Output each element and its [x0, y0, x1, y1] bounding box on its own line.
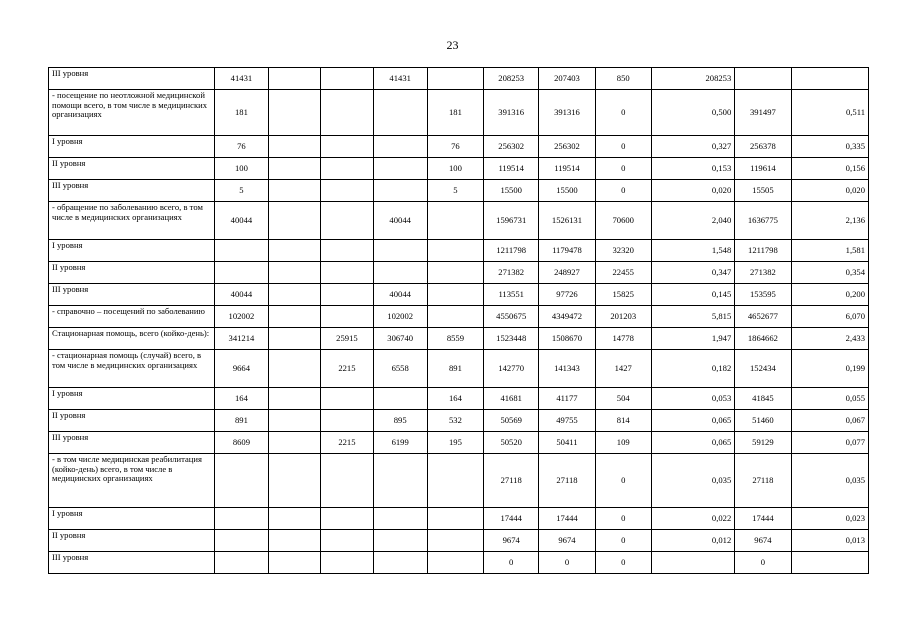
- row-label: - обращение по заболеванию всего, в том числе в медицинских организациях: [49, 202, 215, 240]
- table-cell: 256302: [484, 136, 539, 158]
- table-cell: 0,182: [651, 350, 734, 388]
- table-cell: [373, 90, 427, 136]
- table-cell: 41681: [484, 388, 539, 410]
- row-label: - в том числе медицинская реабилитация (койко-день) всего, в том числе в медицинских организациях: [49, 454, 215, 508]
- table-cell: 6199: [373, 432, 427, 454]
- table-cell: 25915: [321, 328, 373, 350]
- table-cell: 41431: [373, 68, 427, 90]
- table-cell: [269, 202, 321, 240]
- table-row: [49, 552, 869, 574]
- table-cell: 0: [735, 552, 791, 574]
- table-cell: 15505: [735, 180, 791, 202]
- table-cell: 2215: [321, 350, 373, 388]
- table-cell: 1211798: [484, 240, 539, 262]
- table-cell: 271382: [735, 262, 791, 284]
- table-cell: 1523448: [484, 328, 539, 350]
- table-cell: 181: [427, 90, 483, 136]
- table-cell: 814: [595, 410, 651, 432]
- table-cell: 5: [214, 180, 268, 202]
- table-cell: [427, 454, 483, 508]
- table-cell: [269, 508, 321, 530]
- table-cell: 1864662: [735, 328, 791, 350]
- table-cell: [214, 530, 268, 552]
- table-cell: 59129: [735, 432, 791, 454]
- table-cell: [214, 552, 268, 574]
- table-cell: [214, 454, 268, 508]
- table-cell: [321, 202, 373, 240]
- table-cell: 40044: [214, 284, 268, 306]
- table-cell: 119514: [539, 158, 595, 180]
- table-cell: [321, 306, 373, 328]
- table-cell: 14778: [595, 328, 651, 350]
- table-cell: 164: [427, 388, 483, 410]
- table-cell: 50520: [484, 432, 539, 454]
- table-cell: 4550675: [484, 306, 539, 328]
- table-cell: 1596731: [484, 202, 539, 240]
- row-label: I уровня: [49, 388, 215, 410]
- table-cell: [214, 240, 268, 262]
- table-cell: 0,022: [651, 508, 734, 530]
- row-label: Стационарная помощь, всего (койко-день):: [49, 328, 215, 350]
- table-cell: 208253: [484, 68, 539, 90]
- table-cell: [269, 306, 321, 328]
- table-cell: 6558: [373, 350, 427, 388]
- table-cell: 0,053: [651, 388, 734, 410]
- table-cell: [321, 90, 373, 136]
- table-cell: 850: [595, 68, 651, 90]
- table-cell: [269, 350, 321, 388]
- table-cell: 0,035: [791, 454, 868, 508]
- table-cell: [791, 552, 868, 574]
- table-cell: 50411: [539, 432, 595, 454]
- table-cell: 0: [595, 90, 651, 136]
- table-cell: 0,020: [791, 180, 868, 202]
- row-label: - посещение по неотложной медицинской помощи всего, в том числе в медицинских организациях: [49, 90, 215, 136]
- table-row: [49, 432, 869, 454]
- row-label: I уровня: [49, 136, 215, 158]
- table-cell: 0,511: [791, 90, 868, 136]
- row-label: III уровня: [49, 432, 215, 454]
- table-row: [49, 388, 869, 410]
- table-cell: 153595: [735, 284, 791, 306]
- table-cell: 391316: [484, 90, 539, 136]
- table-cell: 15500: [484, 180, 539, 202]
- table-cell: [321, 136, 373, 158]
- table-cell: [373, 136, 427, 158]
- table-row: [49, 328, 869, 350]
- table-cell: [427, 306, 483, 328]
- table-cell: [321, 284, 373, 306]
- table-cell: 391497: [735, 90, 791, 136]
- table-cell: 5,815: [651, 306, 734, 328]
- table-cell: 40044: [373, 202, 427, 240]
- table-cell: 1,947: [651, 328, 734, 350]
- table-cell: 0: [595, 530, 651, 552]
- row-label: III уровня: [49, 180, 215, 202]
- table-cell: 102002: [214, 306, 268, 328]
- table-row: [49, 262, 869, 284]
- table-row: [49, 136, 869, 158]
- table-cell: 0,327: [651, 136, 734, 158]
- table-cell: [321, 68, 373, 90]
- table-cell: 152434: [735, 350, 791, 388]
- table-cell: 141343: [539, 350, 595, 388]
- table-cell: 2,433: [791, 328, 868, 350]
- table-cell: [321, 552, 373, 574]
- table-cell: [373, 180, 427, 202]
- table-cell: 0: [595, 508, 651, 530]
- table-cell: [373, 508, 427, 530]
- table-cell: 0,067: [791, 410, 868, 432]
- table-cell: 50569: [484, 410, 539, 432]
- table-cell: [427, 202, 483, 240]
- table-cell: 4652677: [735, 306, 791, 328]
- table-cell: [269, 552, 321, 574]
- table-cell: [321, 240, 373, 262]
- table-cell: 41845: [735, 388, 791, 410]
- table-cell: [269, 454, 321, 508]
- row-label: - справочно – посещений по заболеванию: [49, 306, 215, 328]
- table-cell: [214, 508, 268, 530]
- table-cell: [373, 552, 427, 574]
- table-cell: [427, 262, 483, 284]
- table-cell: 2,136: [791, 202, 868, 240]
- table-cell: 271382: [484, 262, 539, 284]
- table-cell: 119514: [484, 158, 539, 180]
- table-row: [49, 158, 869, 180]
- table-cell: [427, 552, 483, 574]
- table-cell: 17444: [539, 508, 595, 530]
- table-cell: 100: [427, 158, 483, 180]
- table-cell: 532: [427, 410, 483, 432]
- table-cell: 1427: [595, 350, 651, 388]
- table-cell: [214, 262, 268, 284]
- table-row: [49, 530, 869, 552]
- table-cell: 0: [595, 136, 651, 158]
- table-cell: 201203: [595, 306, 651, 328]
- row-label: II уровня: [49, 158, 215, 180]
- table-cell: 27118: [484, 454, 539, 508]
- table-cell: 391316: [539, 90, 595, 136]
- table-cell: 0,077: [791, 432, 868, 454]
- row-label: II уровня: [49, 530, 215, 552]
- table-cell: [321, 508, 373, 530]
- table-cell: 504: [595, 388, 651, 410]
- table-cell: 0: [595, 454, 651, 508]
- table-cell: 164: [214, 388, 268, 410]
- table-cell: 9674: [539, 530, 595, 552]
- table-cell: 15500: [539, 180, 595, 202]
- table-row: [49, 306, 869, 328]
- table-cell: 100: [214, 158, 268, 180]
- table-cell: 0,065: [651, 432, 734, 454]
- table-cell: [269, 136, 321, 158]
- table-cell: [269, 410, 321, 432]
- table-cell: [321, 180, 373, 202]
- table-row: [49, 410, 869, 432]
- table-cell: [321, 530, 373, 552]
- table-cell: 27118: [539, 454, 595, 508]
- table-cell: 70600: [595, 202, 651, 240]
- table-cell: [321, 410, 373, 432]
- table-cell: 22455: [595, 262, 651, 284]
- table-cell: [427, 284, 483, 306]
- table-cell: [321, 262, 373, 284]
- table-cell: 97726: [539, 284, 595, 306]
- table-row: [49, 180, 869, 202]
- table-cell: [269, 284, 321, 306]
- table-cell: 49755: [539, 410, 595, 432]
- table-cell: [427, 68, 483, 90]
- table-cell: [735, 68, 791, 90]
- table-cell: 248927: [539, 262, 595, 284]
- table-cell: 0,347: [651, 262, 734, 284]
- page-number: 23: [446, 38, 459, 52]
- table-row: [49, 508, 869, 530]
- table-cell: 0,013: [791, 530, 868, 552]
- table-row: [49, 284, 869, 306]
- table-cell: 8559: [427, 328, 483, 350]
- table-cell: 6,070: [791, 306, 868, 328]
- table-cell: 0: [595, 552, 651, 574]
- table-cell: 41177: [539, 388, 595, 410]
- table-cell: 2215: [321, 432, 373, 454]
- table-cell: 0,012: [651, 530, 734, 552]
- table-cell: 40044: [214, 202, 268, 240]
- table-cell: 1526131: [539, 202, 595, 240]
- table-cell: 51460: [735, 410, 791, 432]
- table-cell: [373, 530, 427, 552]
- table-row: [49, 68, 869, 90]
- table-cell: 9674: [484, 530, 539, 552]
- table-cell: [269, 262, 321, 284]
- table-cell: [269, 90, 321, 136]
- table-cell: [427, 240, 483, 262]
- table-cell: 102002: [373, 306, 427, 328]
- table-cell: 0,065: [651, 410, 734, 432]
- table-cell: [373, 240, 427, 262]
- table-cell: 32320: [595, 240, 651, 262]
- row-label: III уровня: [49, 68, 215, 90]
- table-cell: 891: [214, 410, 268, 432]
- table-cell: 1636775: [735, 202, 791, 240]
- table-cell: 2,040: [651, 202, 734, 240]
- table-cell: [269, 328, 321, 350]
- table-cell: [269, 158, 321, 180]
- table-cell: [373, 262, 427, 284]
- table-cell: 0,145: [651, 284, 734, 306]
- table-cell: 207403: [539, 68, 595, 90]
- table-cell: [373, 388, 427, 410]
- table-cell: 9664: [214, 350, 268, 388]
- table-cell: [321, 388, 373, 410]
- table-cell: [269, 530, 321, 552]
- table-cell: 0,055: [791, 388, 868, 410]
- table-cell: 0: [595, 158, 651, 180]
- table-cell: [427, 508, 483, 530]
- table-cell: 895: [373, 410, 427, 432]
- table-cell: 27118: [735, 454, 791, 508]
- table-cell: 40044: [373, 284, 427, 306]
- table-row: [49, 90, 869, 136]
- table-row: [49, 240, 869, 262]
- table-cell: 0,023: [791, 508, 868, 530]
- table-row: [49, 202, 869, 240]
- table-cell: [269, 240, 321, 262]
- table-cell: 1,581: [791, 240, 868, 262]
- table-cell: 76: [427, 136, 483, 158]
- table-cell: 341214: [214, 328, 268, 350]
- table-cell: [373, 158, 427, 180]
- table-cell: 181: [214, 90, 268, 136]
- table-cell: 9674: [735, 530, 791, 552]
- table-row: [49, 350, 869, 388]
- table-cell: 0,199: [791, 350, 868, 388]
- table-cell: 1,548: [651, 240, 734, 262]
- table-cell: 0,200: [791, 284, 868, 306]
- table-row: [49, 454, 869, 508]
- table-cell: 0: [539, 552, 595, 574]
- table-cell: 142770: [484, 350, 539, 388]
- table-cell: 256302: [539, 136, 595, 158]
- table-cell: 1211798: [735, 240, 791, 262]
- table-cell: 0,153: [651, 158, 734, 180]
- table-cell: 8609: [214, 432, 268, 454]
- table-cell: 1179478: [539, 240, 595, 262]
- table-cell: 1508670: [539, 328, 595, 350]
- row-label: III уровня: [49, 284, 215, 306]
- table-cell: [373, 454, 427, 508]
- table-cell: 306740: [373, 328, 427, 350]
- table-cell: 41431: [214, 68, 268, 90]
- table-cell: 0: [595, 180, 651, 202]
- table-cell: 76: [214, 136, 268, 158]
- statistics-table: [48, 67, 869, 574]
- table-cell: 0,354: [791, 262, 868, 284]
- table-cell: 109: [595, 432, 651, 454]
- table-cell: 17444: [484, 508, 539, 530]
- row-label: II уровня: [49, 410, 215, 432]
- table-cell: 891: [427, 350, 483, 388]
- table-cell: 4349472: [539, 306, 595, 328]
- table-cell: 119614: [735, 158, 791, 180]
- table-cell: 17444: [735, 508, 791, 530]
- table-cell: 0,156: [791, 158, 868, 180]
- table-cell: [269, 388, 321, 410]
- table-cell: 208253: [651, 68, 734, 90]
- table-cell: [651, 552, 734, 574]
- table-cell: [321, 158, 373, 180]
- table-cell: 15825: [595, 284, 651, 306]
- table-cell: 195: [427, 432, 483, 454]
- table-cell: 0,035: [651, 454, 734, 508]
- table-cell: [269, 180, 321, 202]
- row-label: II уровня: [49, 262, 215, 284]
- row-label: I уровня: [49, 508, 215, 530]
- table-cell: 113551: [484, 284, 539, 306]
- table-cell: 0,020: [651, 180, 734, 202]
- table-cell: 0,500: [651, 90, 734, 136]
- table-cell: 5: [427, 180, 483, 202]
- table-cell: [791, 68, 868, 90]
- table-cell: [269, 68, 321, 90]
- table-cell: 0: [484, 552, 539, 574]
- table-cell: [321, 454, 373, 508]
- table-cell: [427, 530, 483, 552]
- table-cell: 256378: [735, 136, 791, 158]
- row-label: - стационарная помощь (случай) всего, в том числе в медицинских организациях: [49, 350, 215, 388]
- row-label: I уровня: [49, 240, 215, 262]
- table-cell: 0,335: [791, 136, 868, 158]
- row-label: III уровня: [49, 552, 215, 574]
- table-cell: [269, 432, 321, 454]
